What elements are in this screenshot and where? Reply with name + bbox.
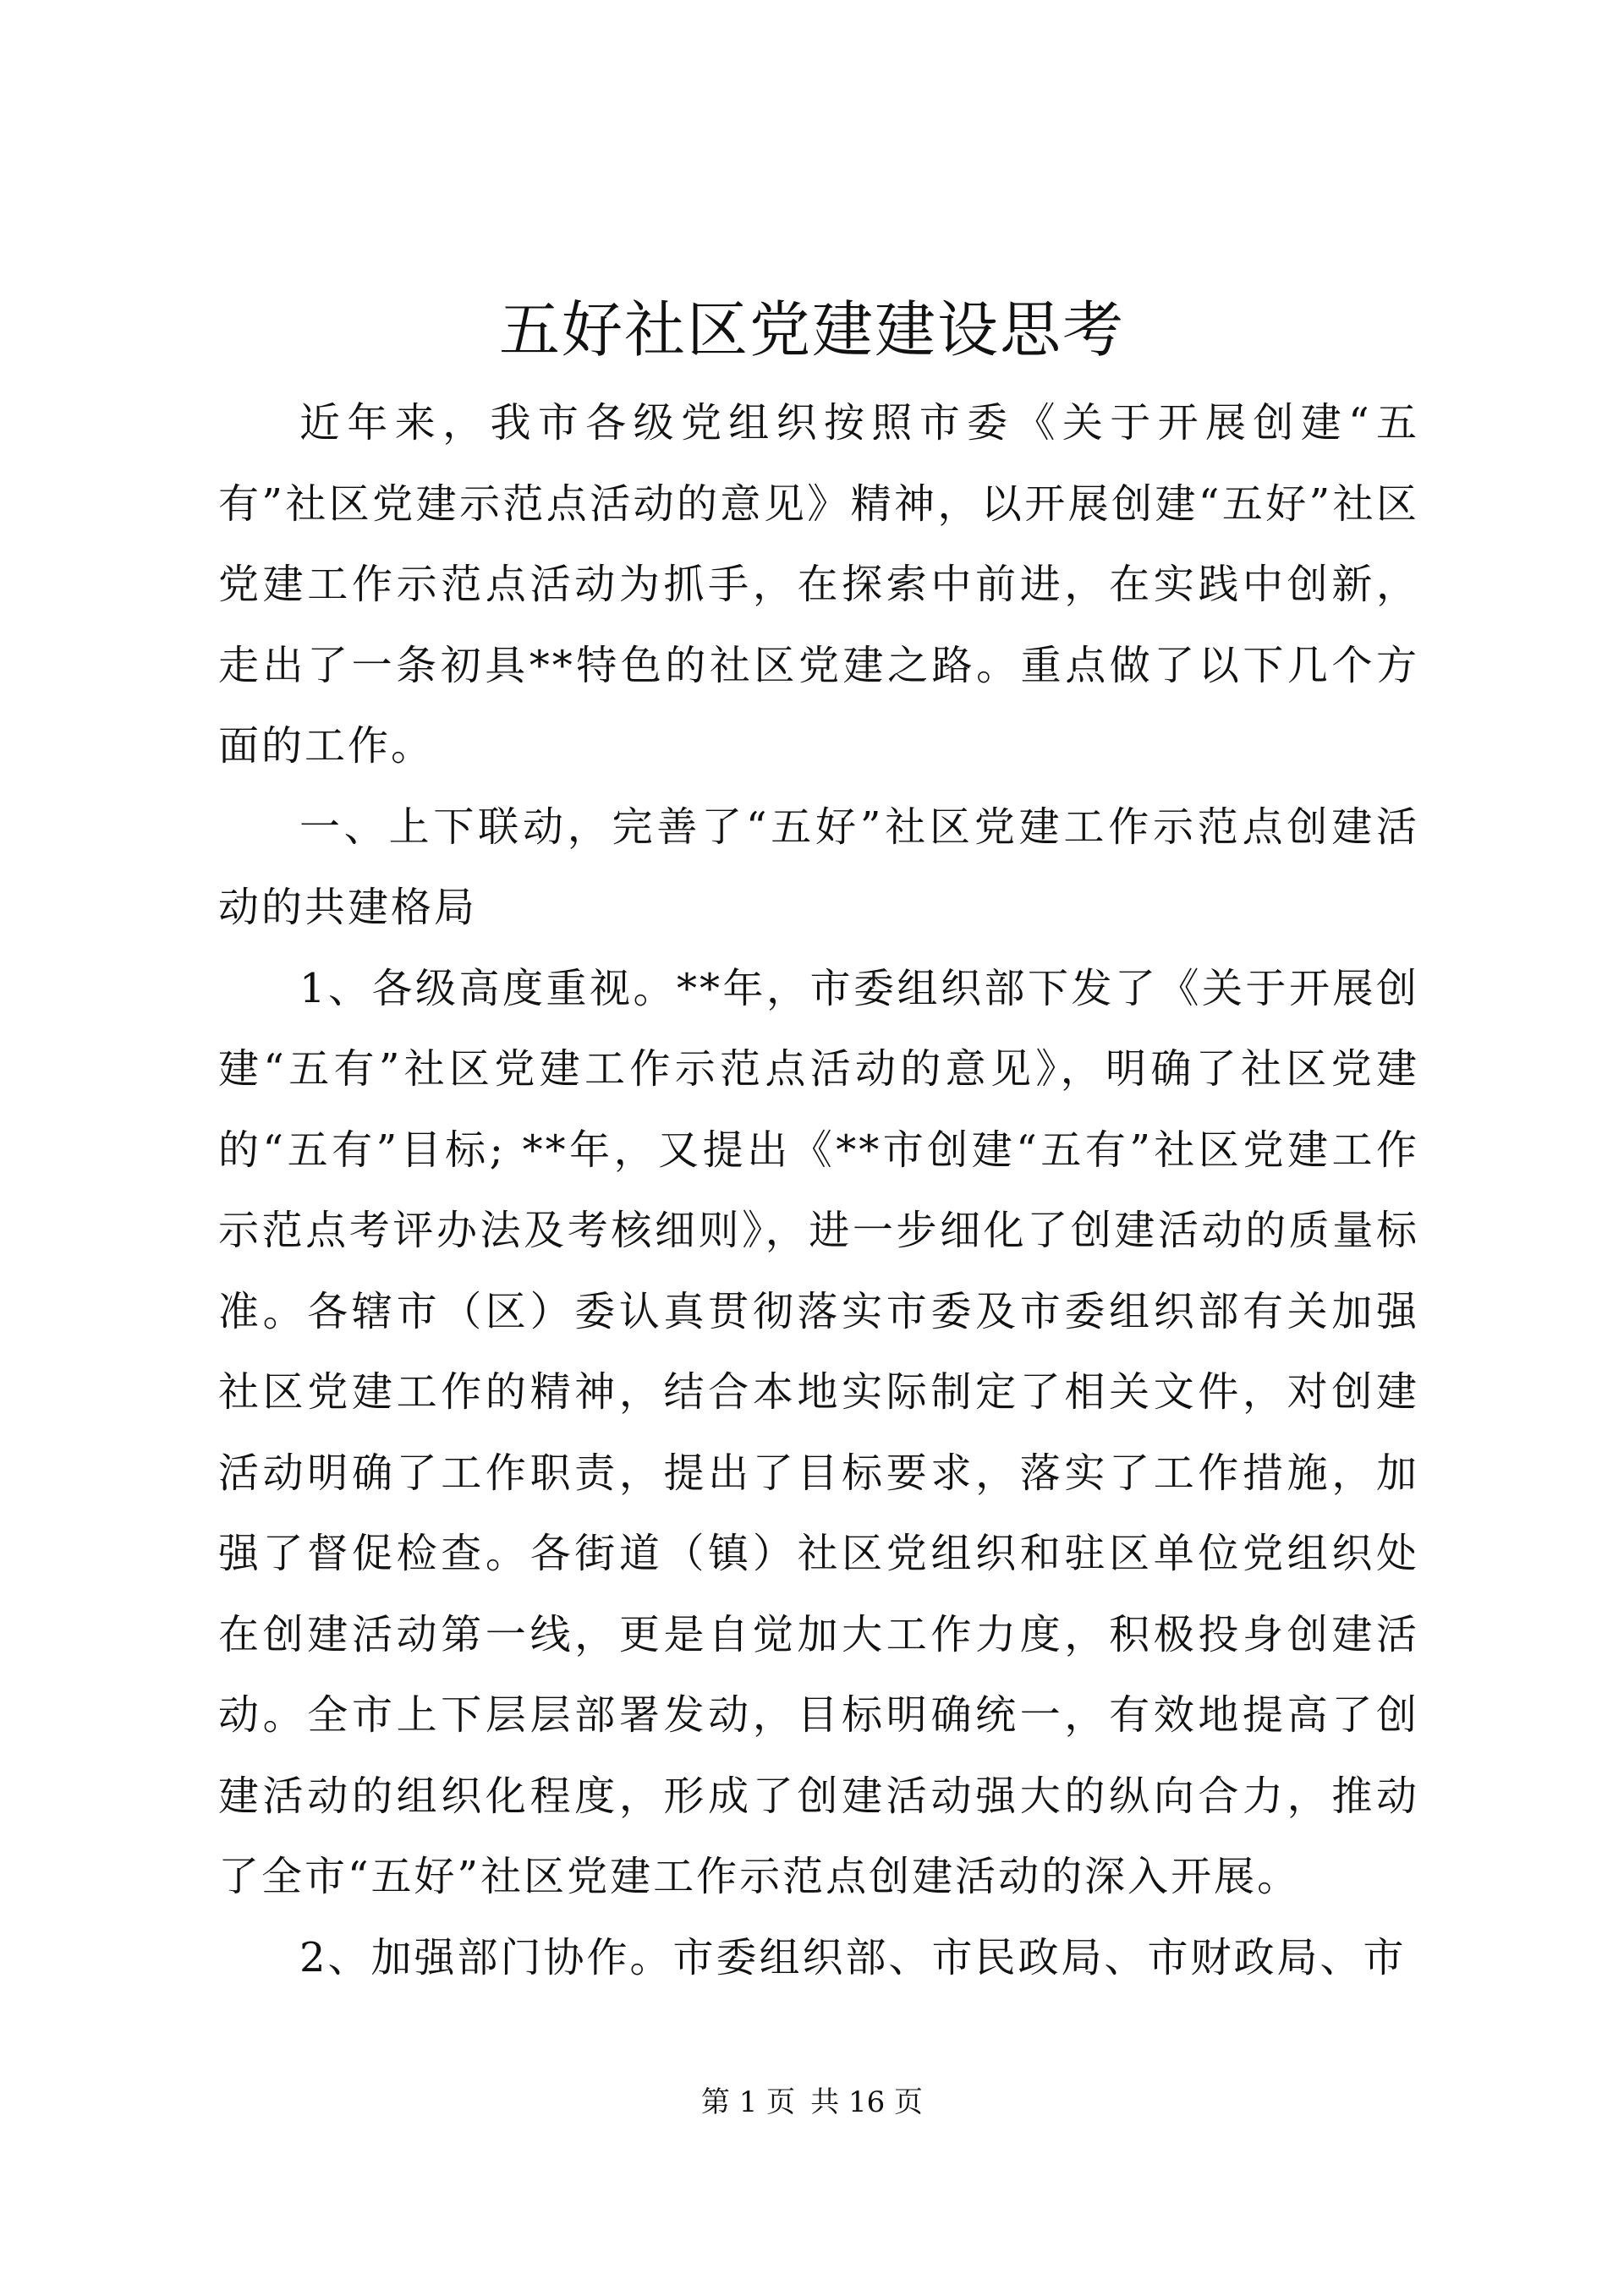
document-body	[218, 383, 1419, 1998]
page-footer	[0, 2081, 1624, 2123]
paragraph-point-1: 1、各级高度重视。**年，市委组织部下发了《关于开展创建“五有”社区党建工作示范点活动的意见》，明确了社区党建的“五有”目标; **年，又提出《**市创建“五有”社区党建工作示范点考评办法及考核细则》，进一步细化了创建活动的质量标准。各辖市（区）委认真贯彻落实市委及市委组织部有关加强社区党建工作的精神，结合本地实际制定了相关文件，对创建活动明确了工作职责，提出了目标要求，落实了工作措施，加强了督促检查。各街道（镇）社区党组织和驻区单位党组织处在创建活动第一线，更是自觉加大工作力度，积极投身创建活动。全市上下层层部署发动，目标明确统一，有效地提高了创建活动的组织化程度，形成了创建活动强大的纵向合力，推动了全市“五好”社区党建工作示范点创建活动的深入开展。	[218, 964, 1419, 1900]
paragraph-section-heading: 一、上下联动，完善了“五好”社区党建工作示范点创建活动的共建格局	[218, 803, 1419, 931]
document-title: 五好社区党建建设思考	[498, 294, 1125, 365]
page-total: 共 16 页	[810, 2085, 924, 2119]
page-number: 第 1 页	[700, 2085, 796, 2119]
paragraph-point-2: 2、加强部门协作。市委组织部、市民政局、市财政局、市	[299, 1933, 1407, 1981]
paragraph-intro: 近年来，我市各级党组织按照市委《关于开展创建“五有”社区党建示范点活动的意见》精神，以开展创建“五好”社区党建工作示范点活动为抓手，在探索中前进，在实践中创新，走出了一条初具**特色的社区党建之路。重点做了以下几个方面的工作。	[218, 399, 1419, 770]
